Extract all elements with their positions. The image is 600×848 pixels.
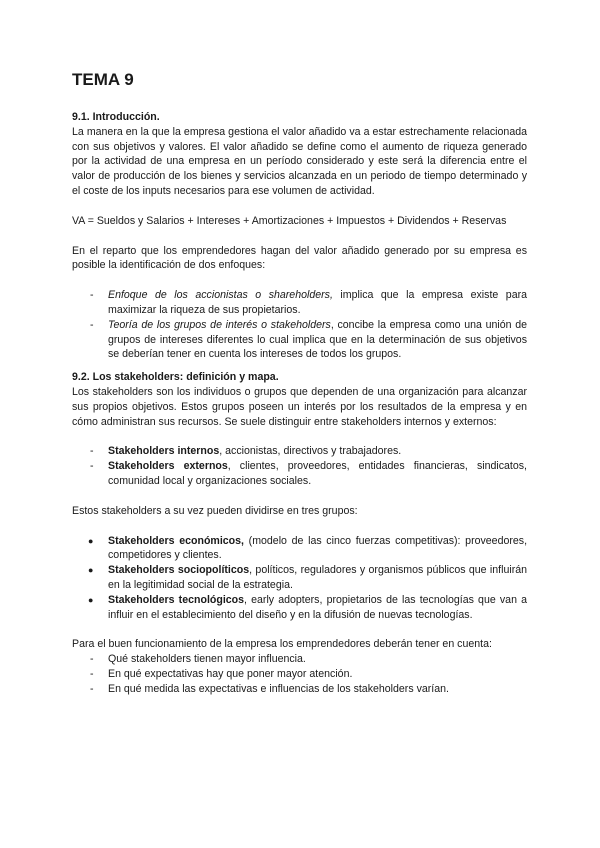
approach-text: , concibe la empresa como una unión de grupos de intereses diferentes lo cual implica que en la determinación de sus objetivos se deberían tener en cuenta los intereses de todos los grupos. [108,318,527,361]
group-text: (modelo de las cinco fuerzas competitivas): proveedores, competidores y clientes. [108,534,528,562]
list-item [72,563,527,593]
consideration-text: En qué medida las expectativas e influencias de los stakeholders varían. [108,682,449,695]
stakeholder-types-list [72,444,527,488]
list-marker: - [90,653,94,666]
list-item [72,459,527,489]
list-item [72,318,527,362]
page-title: TEMA 9 [72,70,134,89]
consideration-text: En qué expectativas hay que poner mayor atención. [108,667,353,680]
list-item [72,288,527,318]
bullet-marker: ● [88,565,94,576]
approach-name: Teoría de los grupos de interés o stakeholders [108,318,331,331]
type-text: , clientes, proveedores, entidades financieras, sindicatos, comunidad local y organizaciones sociales. [108,460,527,487]
formula-paragraph: VA = Sueldos y Salarios + Intereses + Amortizaciones + Impuestos + Dividendos + Reservas [72,214,507,227]
list-item [72,534,527,564]
bullet-marker: ● [88,535,94,546]
list-item [72,593,527,623]
section-heading-stakeholders: 9.2. Los stakeholders: definición y mapa. [72,371,279,384]
group-name: Stakeholders económicos, [108,534,244,547]
consideration-text: Qué stakeholders tienen mayor influencia. [108,653,306,666]
list-marker: - [90,318,94,331]
approach-text: implica que la empresa existe para maximizar la riqueza de sus propietarios. [108,289,527,316]
list-marker: - [90,460,94,473]
list-item [72,682,527,697]
section-heading-intro: 9.1. Introducción. [72,111,160,123]
approach-name: Enfoque de los accionistas o shareholders, [108,289,333,302]
stakeholder-groups-list [72,534,527,623]
list-marker: - [90,682,94,695]
considerations-list [72,652,527,696]
group-name: Stakeholders tecnológicos [108,593,245,606]
approaches-list [72,288,527,362]
groups-intro: Estos stakeholders a su vez pueden dividirse en tres grupos: [72,504,358,517]
group-name: Stakeholders sociopolíticos [108,564,250,577]
document-body [72,110,527,697]
list-marker: - [90,289,94,302]
type-text: , accionistas, directivos y trabajadores. [219,445,402,458]
list-marker: - [90,445,94,458]
list-item [72,444,527,459]
group-text: , políticos, reguladores y organismos públicos que influirán en la legitimidad social de la estrategia. [108,564,528,591]
group-text: , early adopters, propietarios de las tecnologías que van a influir en el establecimiento del diseño y en la difusión de nuevas tecnologías. [108,593,528,621]
list-marker: - [90,667,94,680]
approaches-intro: En el reparto que los emprendedores hagan del valor añadido generado por su empresa es posible la identificación de dos enfoques: [72,244,527,272]
list-item [72,652,527,667]
list-item [72,667,527,682]
stakeholders-paragraph: Los stakeholders son los individuos o grupos que dependen de una organización para alcanzar sus propios objetivos. Estos grupos poseen un interés por los resultados de la empresa y en cómo administran sus recursos. Se suele distinguir entre stakeholders internos y externos: [72,385,527,428]
type-name: Stakeholders internos [108,445,220,458]
intro-paragraph: La manera en la que la empresa gestiona el valor añadido va a estar estrechamente relacionada con sus objetivos y valores. El valor añadido se define como el aumento de riqueza generado por la actividad de una empresa en un período considerado y este será la diferencia entre el valor de producción de los bienes y servicios alcanzada en un periodo de tiempo determinado y el coste de los inputs necesarios para ese volumen de actividad. [72,125,527,197]
considerations-intro: Para el buen funcionamiento de la empresa los emprendedores deberán tener en cuenta: [72,638,492,651]
type-name: Stakeholders externos [108,460,228,473]
bullet-marker: ● [88,594,94,605]
